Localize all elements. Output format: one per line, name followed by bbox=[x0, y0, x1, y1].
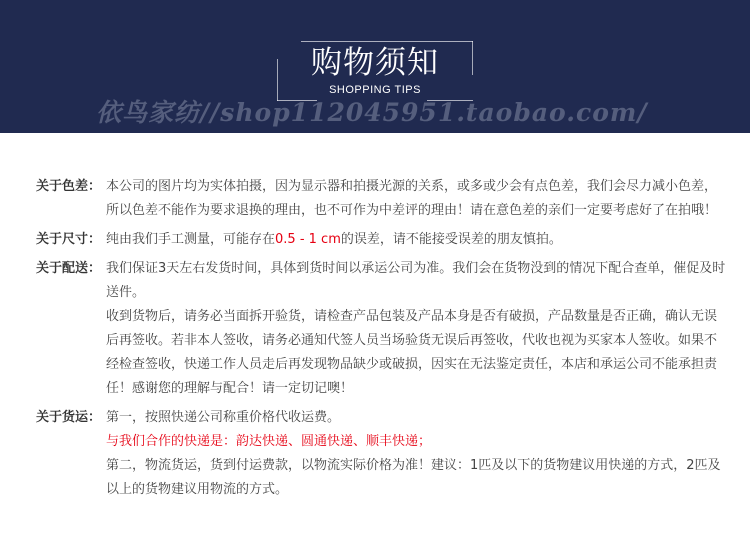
section-size bbox=[36, 228, 726, 252]
section-text bbox=[106, 228, 726, 252]
section-label: 关于货运： bbox=[36, 410, 102, 425]
section-delivery bbox=[36, 257, 726, 401]
section-label: 关于色差： bbox=[36, 179, 102, 194]
shipping-line-1: 第一，按照快递公司称重价格代收运费。 bbox=[106, 410, 341, 425]
header-banner bbox=[0, 0, 750, 133]
section-label: 关于尺寸： bbox=[36, 232, 102, 247]
section-text: 本公司的图片均为实体拍摄，因为显示器和拍摄光源的关系，或多或少会有点色差，我们会尽力减小色差，所以色差不能作为要求退换的理由，也不可作为中差评的理由！请在意色差的亲们一定要考虑好了在拍哦！ bbox=[106, 179, 718, 218]
size-text-before: 纯由我们手工测量，可能存在 bbox=[106, 232, 276, 247]
page-title: 购物须知 bbox=[311, 45, 439, 81]
delivery-paragraph-1: 我们保证3天左右发货时间，具体到货时间以承运公司为准。我们会在货物没到的情况下配合查单，催促及时送件。 bbox=[106, 261, 726, 300]
shipping-partners: 与我们合作的快递是：韵达快递、圆通快递、顺丰快递； bbox=[106, 434, 432, 449]
delivery-paragraph-2: 收到货物后，请务必当面拆开验货，请检查产品包装及产品本身是否有破损，产品数量是否正确，确认无误后再签收。若非本人签收，请务必通知代签人员当场验货无误后再签收，代收也视为买家本人签收。如果不经检查签收，快递工作人员走后再发现物品缺少或破损，因实在无法鉴定责任，本店和承运公司不能承担责任！感谢您的理解与配合！请一定切记噢！ bbox=[106, 309, 718, 396]
size-tolerance: 0.5 - 1 cm bbox=[275, 232, 341, 247]
section-text bbox=[106, 257, 726, 401]
shop-watermark: 依鸟家纺//shop112045951.taobao.com/ bbox=[96, 98, 648, 127]
size-text-after: 的误差，请不能接受误差的朋友慎拍。 bbox=[340, 232, 562, 247]
section-label: 关于配送： bbox=[36, 261, 102, 276]
section-text bbox=[106, 406, 726, 502]
section-color-difference bbox=[36, 175, 726, 223]
notice-content bbox=[36, 175, 726, 507]
section-shipping bbox=[36, 406, 726, 502]
shipping-line-2: 第二，物流货运，货到付运费款，以物流实际价格为准！建议：1匹及以下的货物建议用快递的方式，2匹及以上的货物建议用物流的方式。 bbox=[106, 458, 721, 497]
page-subtitle: SHOPPING TIPS bbox=[329, 84, 421, 96]
